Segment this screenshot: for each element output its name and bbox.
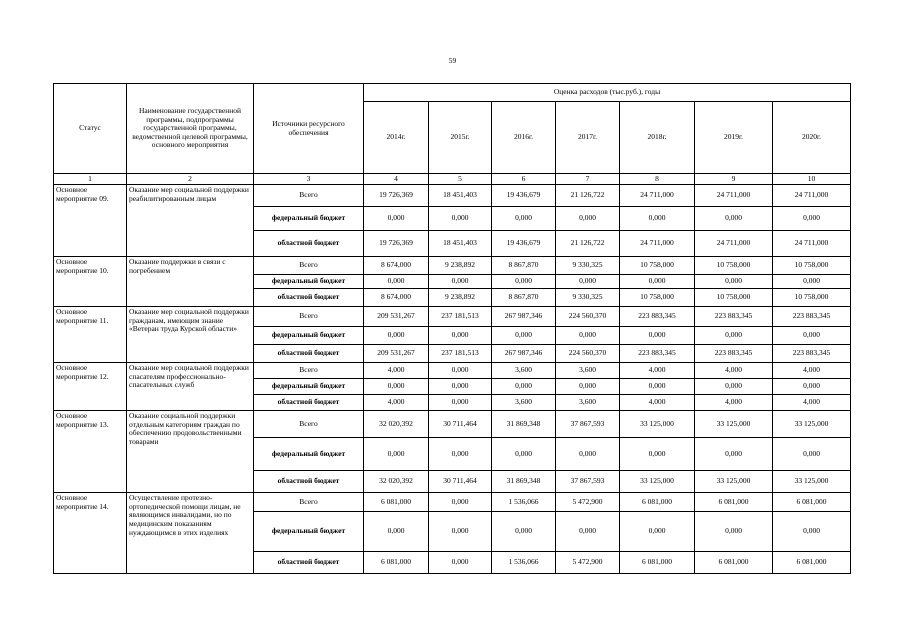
amount-cell: 3,600 <box>492 395 556 411</box>
amount-cell: 0,000 <box>695 207 773 231</box>
amount-cell: 237 181,513 <box>429 345 492 363</box>
amount-cell: 0,000 <box>429 493 492 512</box>
amount-cell: 6 081,000 <box>620 552 695 574</box>
program-name-cell: Оказание мер социальной поддержки гражданам, имеющим знание «Ветеран труда Курской области» <box>127 307 254 363</box>
amount-cell: 33 125,000 <box>773 471 851 493</box>
amount-cell: 0,000 <box>773 438 851 471</box>
header-status: Статус <box>54 84 127 174</box>
amount-cell: 1 536,066 <box>492 552 556 574</box>
amount-cell: 0,000 <box>695 512 773 552</box>
amount-cell: 5 472,900 <box>556 493 620 512</box>
amount-cell: 0,000 <box>620 512 695 552</box>
amount-cell: 0,000 <box>364 327 429 345</box>
amount-cell: 0,000 <box>364 438 429 471</box>
amount-cell: 3,600 <box>556 395 620 411</box>
funding-source-cell: областной бюджет <box>254 395 364 411</box>
amount-cell: 4,000 <box>620 395 695 411</box>
status-cell: Основное мероприятие 12. <box>54 363 127 411</box>
amount-cell: 6 081,000 <box>695 493 773 512</box>
table-row <box>54 363 851 379</box>
amount-cell: 30 711,464 <box>429 411 492 438</box>
amount-cell: 6 081,000 <box>773 552 851 574</box>
amount-cell: 10 758,000 <box>620 257 695 275</box>
amount-cell: 0,000 <box>492 438 556 471</box>
funding-source-cell: Всего <box>254 363 364 379</box>
amount-cell: 18 451,403 <box>429 185 492 207</box>
amount-cell: 0,000 <box>556 327 620 345</box>
header-estimate: Оценка расходов (тыс.руб.), годы <box>364 84 851 102</box>
amount-cell: 0,000 <box>492 275 556 289</box>
header-name: Наименование государственной программы, подпрограммы государственной программы, ведомственной целевой программы, основного мероприятия <box>127 84 254 174</box>
funding-source-cell: областной бюджет <box>254 552 364 574</box>
amount-cell: 209 531,267 <box>364 345 429 363</box>
amount-cell: 24 711,000 <box>773 185 851 207</box>
amount-cell: 0,000 <box>556 512 620 552</box>
amount-cell: 5 472,900 <box>556 552 620 574</box>
column-number: 6 <box>492 174 556 185</box>
amount-cell: 0,000 <box>620 207 695 231</box>
amount-cell: 30 711,464 <box>429 471 492 493</box>
amount-cell: 223 883,345 <box>695 307 773 327</box>
amount-cell: 209 531,267 <box>364 307 429 327</box>
amount-cell: 24 711,000 <box>620 185 695 207</box>
amount-cell: 19 436,679 <box>492 231 556 257</box>
column-number: 8 <box>620 174 695 185</box>
funding-source-cell: областной бюджет <box>254 471 364 493</box>
amount-cell: 8 674,000 <box>364 257 429 275</box>
amount-cell: 10 758,000 <box>620 289 695 307</box>
funding-source-cell: федеральный бюджет <box>254 512 364 552</box>
funding-source-cell: Всего <box>254 493 364 512</box>
amount-cell: 9 238,892 <box>429 257 492 275</box>
funding-source-cell: Всего <box>254 307 364 327</box>
amount-cell: 0,000 <box>620 438 695 471</box>
amount-cell: 31 869,348 <box>492 411 556 438</box>
funding-source-cell: областной бюджет <box>254 345 364 363</box>
amount-cell: 33 125,000 <box>773 411 851 438</box>
program-name-cell: Оказание поддержки в связи с погребением <box>127 257 254 307</box>
amount-cell: 0,000 <box>429 552 492 574</box>
amount-cell: 0,000 <box>492 512 556 552</box>
amount-cell: 0,000 <box>429 207 492 231</box>
column-number: 5 <box>429 174 492 185</box>
funding-source-cell: федеральный бюджет <box>254 327 364 345</box>
amount-cell: 6 081,000 <box>773 493 851 512</box>
column-number: 10 <box>773 174 851 185</box>
amount-cell: 0,000 <box>492 379 556 395</box>
funding-source-cell: областной бюджет <box>254 231 364 257</box>
amount-cell: 6 081,000 <box>695 552 773 574</box>
amount-cell: 0,000 <box>773 379 851 395</box>
amount-cell: 0,000 <box>364 275 429 289</box>
amount-cell: 32 020,392 <box>364 411 429 438</box>
amount-cell: 9 330,325 <box>556 289 620 307</box>
program-name-cell: Оказание мер социальной поддержки спасателям профессионально-спасательных служб <box>127 363 254 411</box>
amount-cell: 24 711,000 <box>773 231 851 257</box>
column-number: 7 <box>556 174 620 185</box>
amount-cell: 0,000 <box>429 395 492 411</box>
amount-cell: 0,000 <box>695 327 773 345</box>
amount-cell: 0,000 <box>492 207 556 231</box>
amount-cell: 32 020,392 <box>364 471 429 493</box>
expenditure-table <box>53 83 851 574</box>
amount-cell: 4,000 <box>773 395 851 411</box>
amount-cell: 0,000 <box>429 275 492 289</box>
amount-cell: 4,000 <box>364 395 429 411</box>
amount-cell: 19 726,369 <box>364 185 429 207</box>
amount-cell: 10 758,000 <box>695 257 773 275</box>
amount-cell: 267 987,346 <box>492 307 556 327</box>
table-row <box>54 185 851 207</box>
program-name-cell: Оказание социальной поддержки отдельным категориям граждан по обеспечению продовольственными товарами <box>127 411 254 493</box>
amount-cell: 223 883,345 <box>773 345 851 363</box>
amount-cell: 0,000 <box>492 327 556 345</box>
column-number-row <box>54 174 851 185</box>
amount-cell: 0,000 <box>620 379 695 395</box>
amount-cell: 37 867,593 <box>556 471 620 493</box>
amount-cell: 0,000 <box>556 438 620 471</box>
page-number: 59 <box>448 56 457 65</box>
amount-cell: 6 081,000 <box>620 493 695 512</box>
amount-cell: 0,000 <box>429 379 492 395</box>
status-cell: Основное мероприятие 11. <box>54 307 127 363</box>
amount-cell: 0,000 <box>773 207 851 231</box>
amount-cell: 0,000 <box>556 379 620 395</box>
amount-cell: 223 883,345 <box>620 307 695 327</box>
amount-cell: 223 883,345 <box>695 345 773 363</box>
amount-cell: 4,000 <box>695 363 773 379</box>
amount-cell: 0,000 <box>620 275 695 289</box>
amount-cell: 10 758,000 <box>773 289 851 307</box>
funding-source-cell: федеральный бюджет <box>254 275 364 289</box>
funding-source-cell: федеральный бюджет <box>254 438 364 471</box>
amount-cell: 223 883,345 <box>620 345 695 363</box>
amount-cell: 0,000 <box>773 512 851 552</box>
amount-cell: 3,600 <box>492 363 556 379</box>
column-number: 1 <box>54 174 127 185</box>
program-name-cell: Осуществление протезно-ортопедической помощи лицам, не являющимся инвалидами, но по медицинским показаниям нуждающимся в этих изделиях <box>127 493 254 574</box>
amount-cell: 224 560,370 <box>556 307 620 327</box>
amount-cell: 223 883,345 <box>773 307 851 327</box>
status-cell: Основное мероприятие 14. <box>54 493 127 574</box>
column-number: 3 <box>254 174 364 185</box>
amount-cell: 0,000 <box>429 363 492 379</box>
amount-cell: 19 436,679 <box>492 185 556 207</box>
amount-cell: 18 451,403 <box>429 231 492 257</box>
amount-cell: 4,000 <box>620 363 695 379</box>
column-number: 2 <box>127 174 254 185</box>
amount-cell: 0,000 <box>695 379 773 395</box>
amount-cell: 4,000 <box>773 363 851 379</box>
amount-cell: 237 181,513 <box>429 307 492 327</box>
amount-cell: 24 711,000 <box>695 185 773 207</box>
amount-cell: 0,000 <box>364 207 429 231</box>
amount-cell: 33 125,000 <box>695 411 773 438</box>
amount-cell: 24 711,000 <box>695 231 773 257</box>
amount-cell: 8 674,000 <box>364 289 429 307</box>
amount-cell: 9 330,325 <box>556 257 620 275</box>
amount-cell: 6 081,000 <box>364 552 429 574</box>
amount-cell: 33 125,000 <box>620 411 695 438</box>
amount-cell: 6 081,000 <box>364 493 429 512</box>
funding-source-cell: Всего <box>254 257 364 275</box>
amount-cell: 31 869,348 <box>492 471 556 493</box>
amount-cell: 33 125,000 <box>695 471 773 493</box>
amount-cell: 21 126,722 <box>556 231 620 257</box>
amount-cell: 0,000 <box>429 512 492 552</box>
year-header: 2018г. <box>620 102 695 174</box>
amount-cell: 0,000 <box>695 438 773 471</box>
amount-cell: 19 726,369 <box>364 231 429 257</box>
header-sources: Источники ресурсного обеспечения <box>254 84 364 174</box>
amount-cell: 24 711,000 <box>620 231 695 257</box>
amount-cell: 0,000 <box>556 275 620 289</box>
amount-cell: 0,000 <box>429 438 492 471</box>
table-row <box>54 257 851 275</box>
amount-cell: 21 126,722 <box>556 185 620 207</box>
year-header: 2014г. <box>364 102 429 174</box>
year-header: 2016г. <box>492 102 556 174</box>
amount-cell: 8 867,870 <box>492 289 556 307</box>
amount-cell: 267 987,346 <box>492 345 556 363</box>
table-row <box>54 307 851 327</box>
amount-cell: 0,000 <box>620 327 695 345</box>
amount-cell: 0,000 <box>773 275 851 289</box>
amount-cell: 0,000 <box>695 275 773 289</box>
amount-cell: 9 238,892 <box>429 289 492 307</box>
year-header: 2015г. <box>429 102 492 174</box>
amount-cell: 4,000 <box>695 395 773 411</box>
funding-source-cell: Всего <box>254 185 364 207</box>
funding-source-cell: федеральный бюджет <box>254 379 364 395</box>
amount-cell: 0,000 <box>364 512 429 552</box>
amount-cell: 0,000 <box>429 327 492 345</box>
funding-source-cell: областной бюджет <box>254 289 364 307</box>
year-header: 2020г. <box>773 102 851 174</box>
amount-cell: 37 867,593 <box>556 411 620 438</box>
status-cell: Основное мероприятие 13. <box>54 411 127 493</box>
amount-cell: 4,000 <box>364 363 429 379</box>
table-body <box>54 185 851 574</box>
amount-cell: 0,000 <box>773 327 851 345</box>
year-header: 2017г. <box>556 102 620 174</box>
amount-cell: 224 560,370 <box>556 345 620 363</box>
column-number: 9 <box>695 174 773 185</box>
status-cell: Основное мероприятие 09. <box>54 185 127 257</box>
amount-cell: 0,000 <box>556 207 620 231</box>
amount-cell: 1 536,066 <box>492 493 556 512</box>
program-name-cell: Оказание мер социальной поддержки реабилитированным лицам <box>127 185 254 257</box>
amount-cell: 3,600 <box>556 363 620 379</box>
status-cell: Основное мероприятие 10. <box>54 257 127 307</box>
table-row <box>54 493 851 512</box>
funding-source-cell: федеральный бюджет <box>254 207 364 231</box>
table-row <box>54 411 851 438</box>
amount-cell: 0,000 <box>364 379 429 395</box>
funding-source-cell: Всего <box>254 411 364 438</box>
amount-cell: 8 867,870 <box>492 257 556 275</box>
amount-cell: 33 125,000 <box>620 471 695 493</box>
year-header: 2019г. <box>695 102 773 174</box>
amount-cell: 10 758,000 <box>773 257 851 275</box>
amount-cell: 10 758,000 <box>695 289 773 307</box>
column-number: 4 <box>364 174 429 185</box>
